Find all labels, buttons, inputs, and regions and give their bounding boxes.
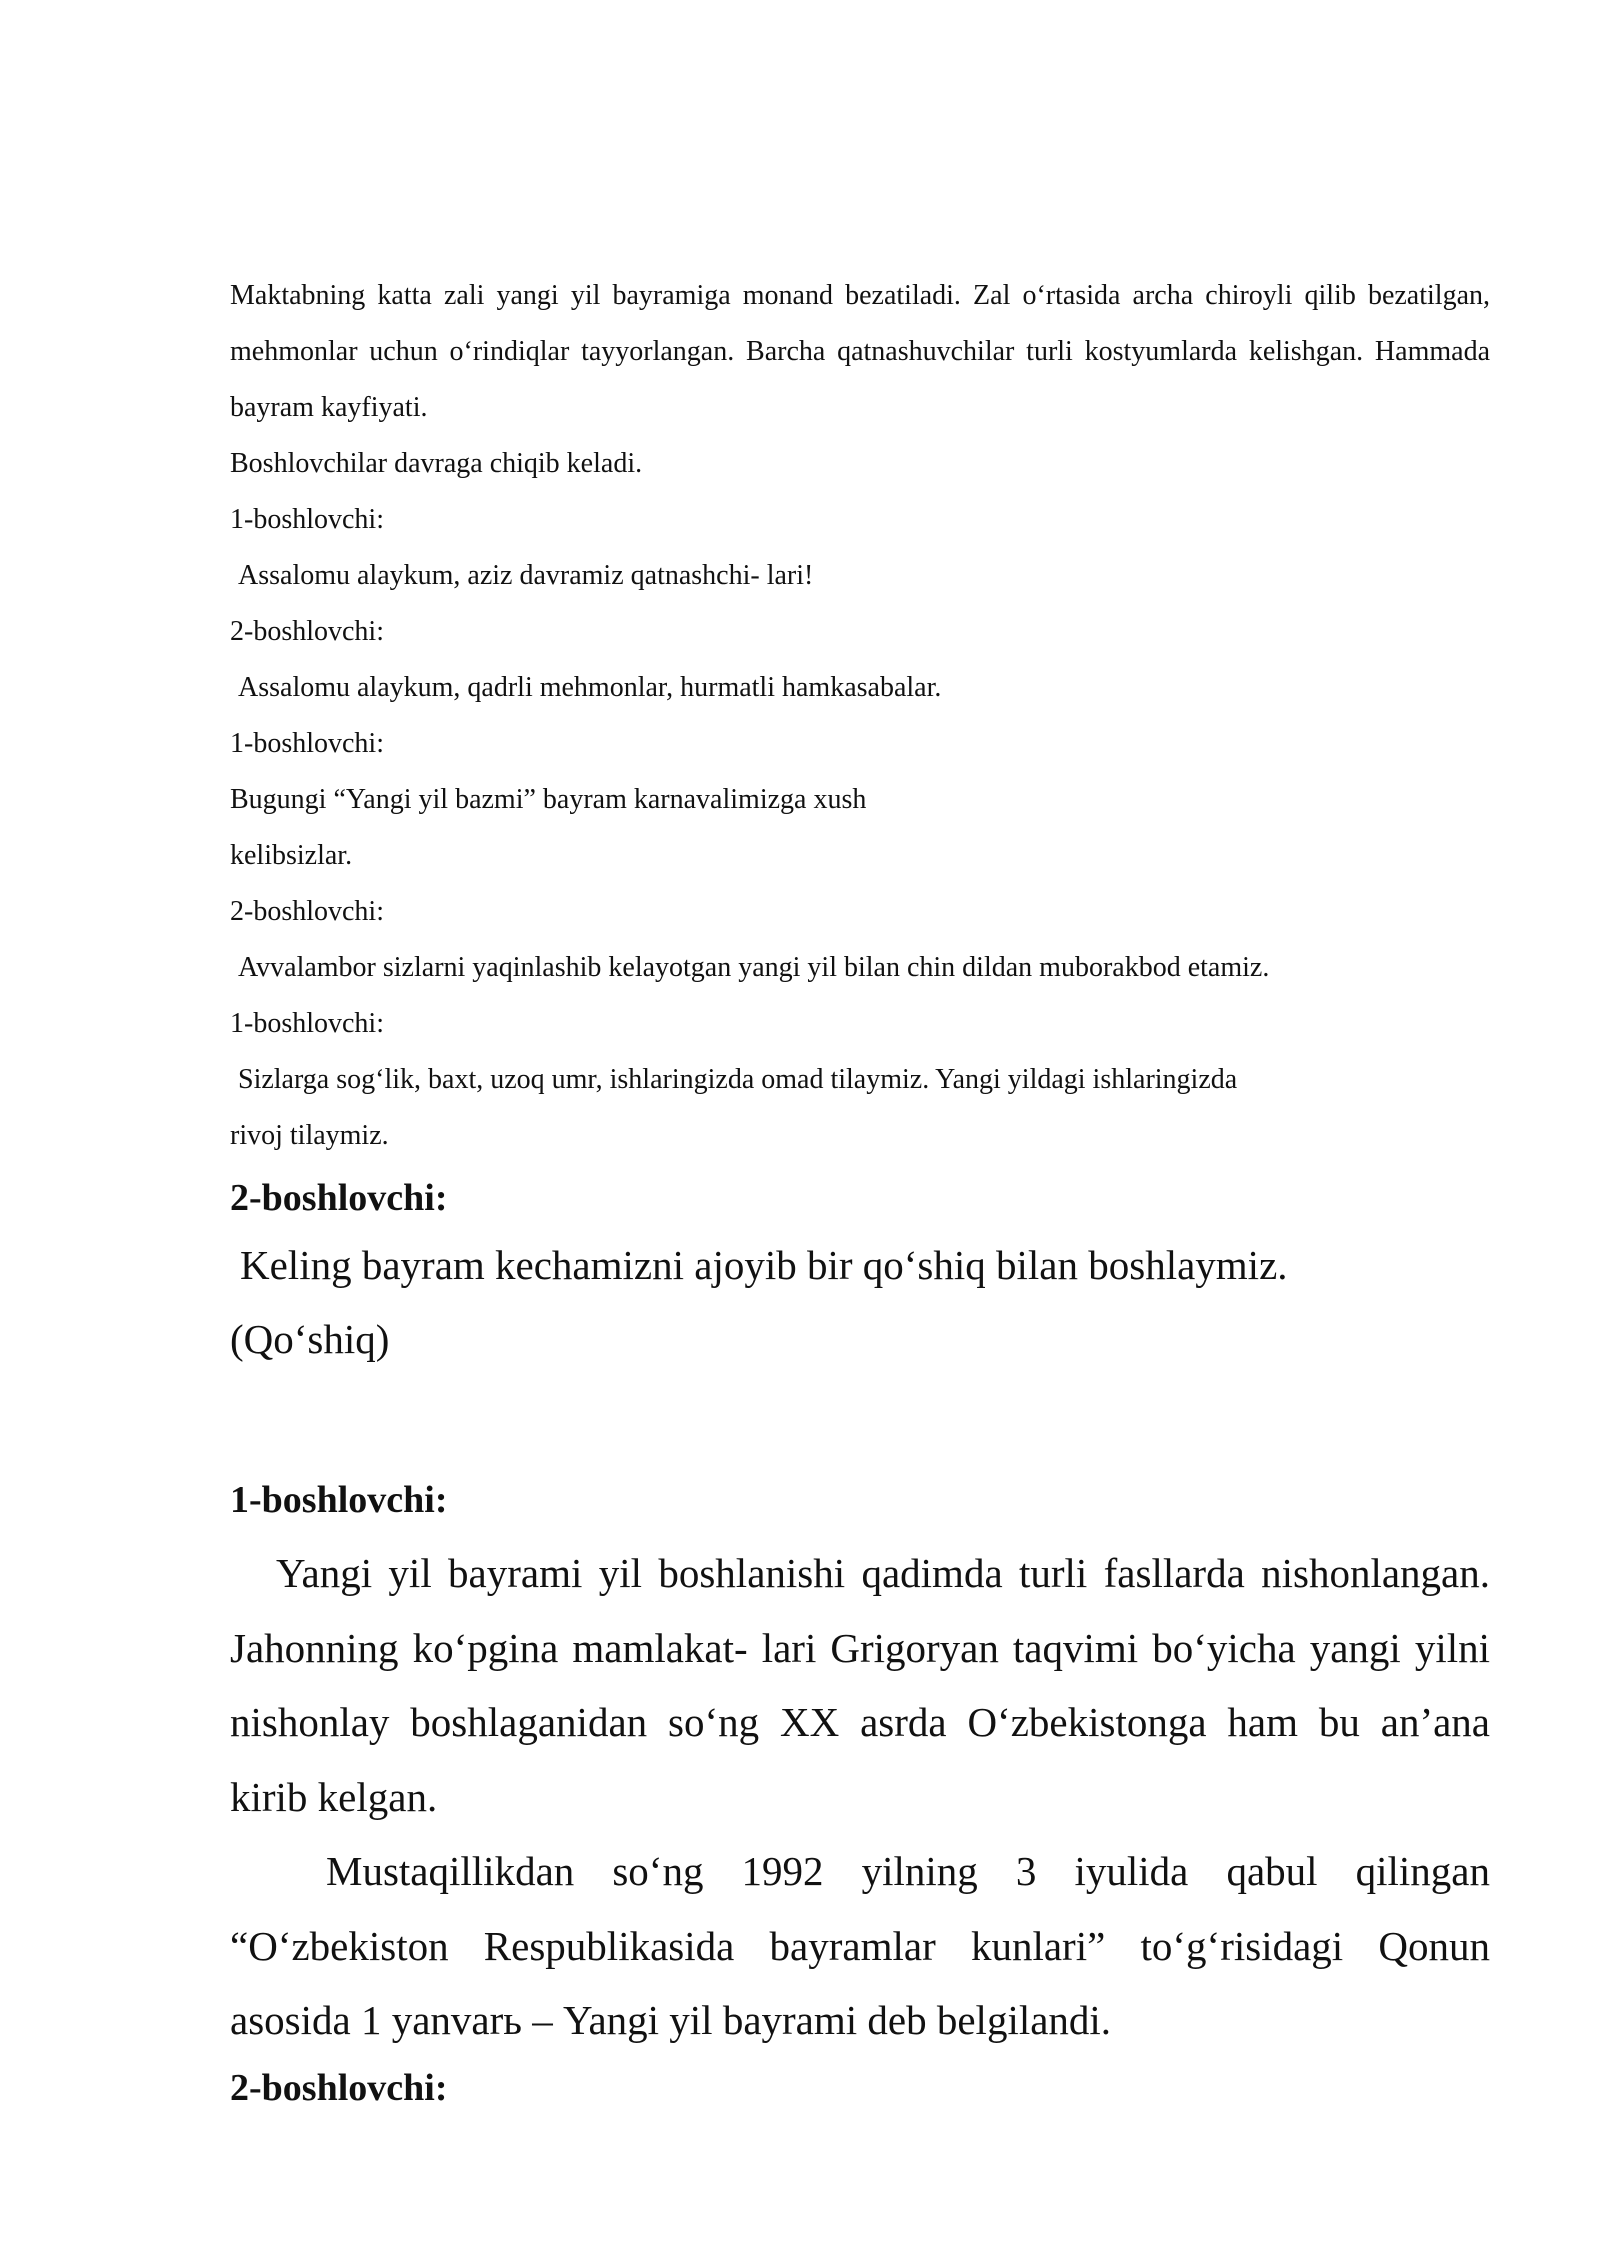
section-song <box>230 1168 1490 1376</box>
speaker-label: 2-boshlovchi: <box>230 896 384 927</box>
stage-direction: Boshlovchilar davraga chiqib keladi. <box>230 448 643 479</box>
intro-paragraph: Maktabning katta zali yangi yil bayramiga monand bezatiladi. Zal o‘rtasida archa chiroyli qilib bezatilgan, mehmonlar uchun o‘rindiqlar tayyorlangan. Barcha qatnashuvchilar turli kostyumlarda kelishgan. Hammada bayram kayfiyati. <box>230 280 1490 423</box>
speaker-heading: 2-boshlovchi: <box>230 2066 448 2109</box>
blank-space <box>230 1376 1490 1466</box>
song-note: (Qo‘shiq) <box>230 1316 390 1362</box>
speaker-label: 1-boshlovchi: <box>230 1008 384 1039</box>
document-page <box>230 268 1490 2118</box>
speaker-label: 1-boshlovchi: <box>230 504 384 535</box>
speaker-line: Bugungi “Yangi yil bazmi” bayram karnavalimizga xush <box>230 784 867 815</box>
speaker-line: Avvalambor sizlarni yaqinlashib kelayotgan yangi yil bilan chin dildan muborakbod etamiz. <box>238 952 1270 983</box>
speaker-line: Assalomu alaykum, aziz davramiz qatnashchi- lari! <box>238 560 814 591</box>
speaker-heading: 1-boshlovchi: <box>230 1479 448 1521</box>
speaker-label: 1-boshlovchi: <box>230 728 384 759</box>
speaker-line-continued: rivoj tilaymiz. <box>230 1120 389 1151</box>
speaker-line-continued: kelibsizlar. <box>230 840 353 871</box>
speaker-label: 2-boshlovchi: <box>230 616 384 647</box>
intro-block <box>230 268 1490 1164</box>
law-paragraph: Mustaqillikdan so‘ng 1992 yilning 3 iyulida qabul qilingan “O‘zbekiston Respublikasida bayramlar kunlari” to‘g‘risidagi Qonun asosida 1 yanvarь – Yangi yil bayrami deb belgilandi. <box>230 1848 1490 2043</box>
speaker-line: Sizlarga sog‘lik, baxt, uzoq umr, ishlaringizda omad tilaymiz. Yangi yildagi ishlaringizda <box>238 1064 1238 1095</box>
speaker-heading: 2-boshlovchi: <box>230 1177 448 1219</box>
speaker-line-large: Keling bayram kechamizni ajoyib bir qo‘shiq bilan boshlaymiz. <box>240 1242 1288 1288</box>
speaker-line: Assalomu alaykum, qadrli mehmonlar, hurmatli hamkasabalar. <box>238 672 942 703</box>
section-history <box>230 1470 1490 2118</box>
history-paragraph: Yangi yil bayrami yil boshlanishi qadimda turli fasllarda nishonlangan. Jahonning ko‘pgina mamlakat- lari Grigoryan taqvimi bo‘yicha yangi yilni nishonlay boshlaganidan so‘ng XX asrda O‘zbekistonga ham bu an’ana kirib kelgan. <box>230 1550 1490 1820</box>
